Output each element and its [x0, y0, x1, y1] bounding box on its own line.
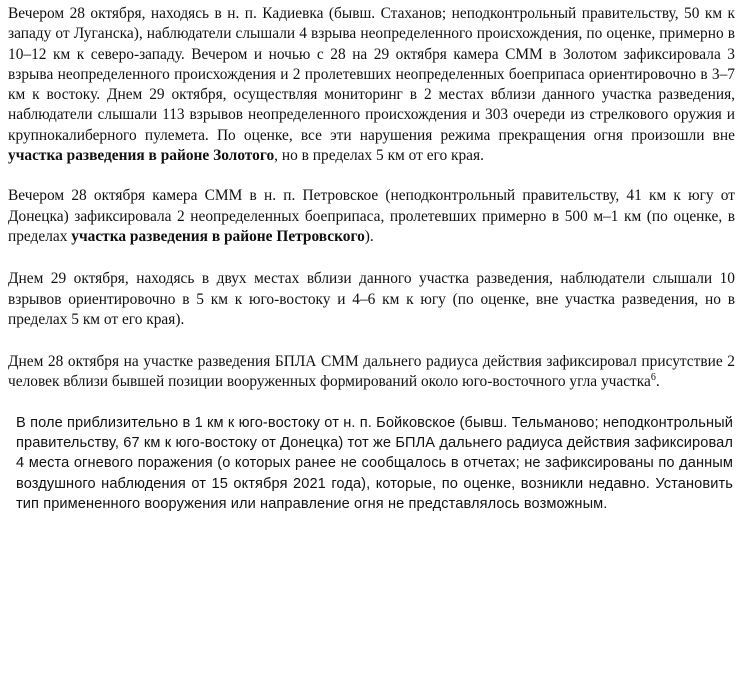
paragraph-petrovske-explosions — [8, 269, 735, 330]
paragraph-text: , но в пределах 5 км от его края. — [274, 147, 484, 165]
paragraph-petrovske — [8, 186, 735, 247]
paragraph-text: ). — [364, 227, 374, 245]
bold-area-name: участка разведения в районе Золотого — [8, 147, 275, 165]
paragraph-text: Днем 29 октября, находясь в двух местах вблизи данного участка разведения, наблюдатели слышали 10 взрывов ориентировочно в 5 км к юго-востоку и 4–6 км к югу (по оценке, вне участка разведения, но в пределах 5 км от его края). — [8, 270, 735, 328]
paragraph-boikivske — [8, 413, 735, 514]
paragraph-text: Вечером 28 октября, находясь в н. п. Кадиевка (бывш. Стаханов; неподконтрольный правительству, 50 км к западу от Луганска), наблюдатели слышали 4 взрыва неопределенного происхождения, по оценке, примерно в 10–12 км к северо-западу. Вечером и ночью с 28 на 29 октября камера СММ в Золотом зафиксировала 3 взрыва неопределенного происхождения и 2 пролетевших неопределенных боеприпаса ориентировочно в 3–7 км к востоку. Днем 29 октября, осуществляя мониторинг в 2 местах вблизи данного участка разведения, наблюдатели слышали 113 взрывов неопределенного происхождения и 303 очереди из стрелкового оружия и крупнокалиберного пулемета. По оценке, все эти нарушения режима прекращения огня произошли вне — [8, 5, 735, 144]
paragraph-text: Вечером 28 октября камера СММ в н. п. Петровское (неподконтрольный правительству, 41 км к югу от Донецка) зафиксировала 2 неопределенных боеприпаса, пролетевших примерно в 500 м–1 км (по оценке, в пределах — [8, 187, 735, 245]
bold-area-name: участка разведения в районе Петровского — [71, 227, 365, 245]
document-body — [8, 4, 735, 532]
paragraph-text: В поле приблизительно в 1 км к юго-востоку от н. п. Бойковское (бывш. Тельманово; неподконтрольный правительству, 67 км к юго-востоку от Донецка) тот же БПЛА дальнего радиуса действия зафиксировал 4 места огневого поражения (о которых ранее не сообщалось в отчетах; не зафиксированы по данным воздушного наблюдения от 15 октября 2021 года), которые, по оценке, возникли недавно. Установить тип примененного вооружения или направление огня не представлялось возможным. — [16, 414, 733, 512]
footnote-marker[interactable]: 6 — [650, 372, 656, 384]
paragraph-kadiievka-zolote — [8, 4, 735, 166]
paragraph-uav-people — [8, 352, 735, 393]
paragraph-text: Днем 28 октября на участке разведения БПЛА СММ дальнего радиуса действия зафиксировал присутствие 2 человек вблизи бывшей позиции вооруженных формирований около юго-восточного угла участка — [8, 353, 735, 391]
paragraph-text: . — [655, 373, 660, 391]
